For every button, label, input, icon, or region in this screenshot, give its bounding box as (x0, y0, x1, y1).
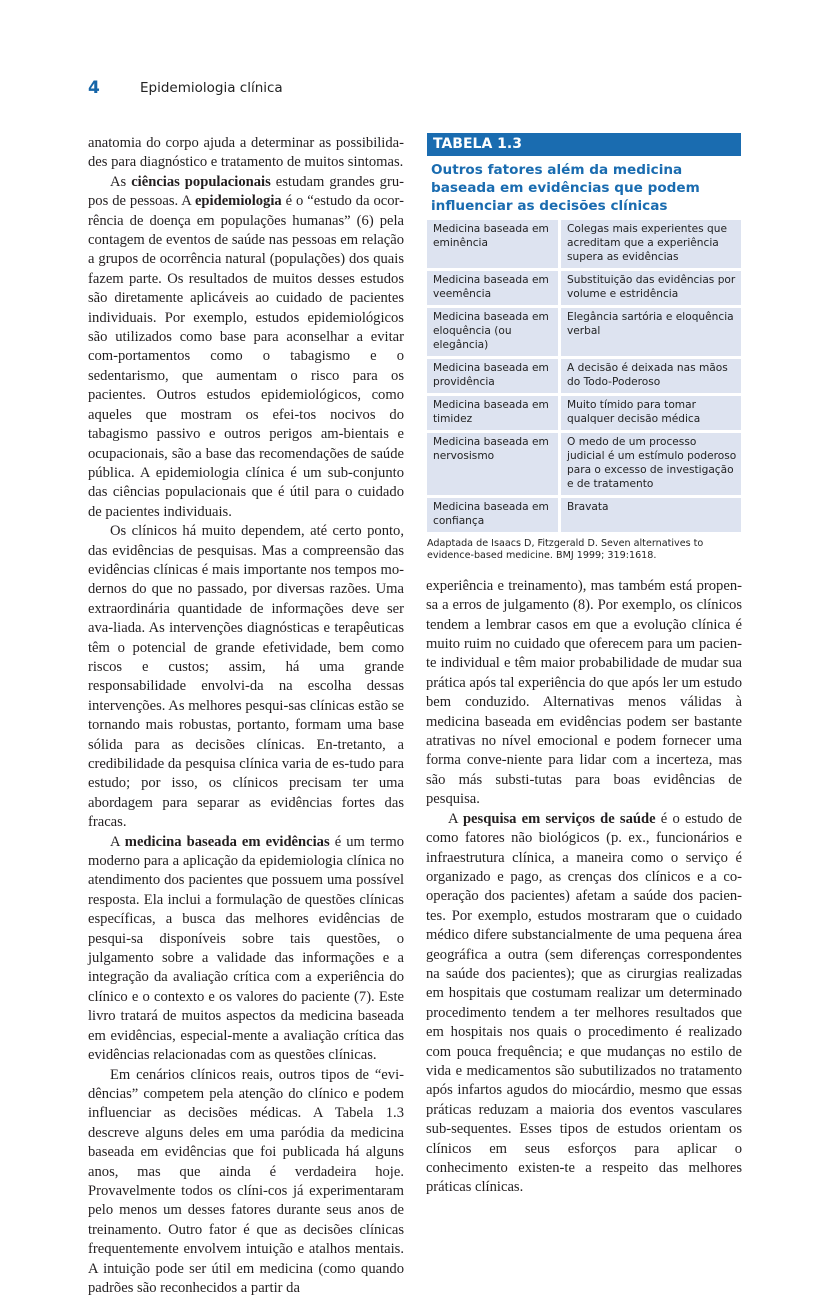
description-cell: Substituição das evidências por volume e estridência (561, 271, 741, 305)
factor-cell: Medicina baseada em providência (427, 359, 561, 393)
description-cell: O medo de um processo judicial é um estímulo poderoso para o excesso de investigação e de tratamento (561, 433, 741, 495)
left-column (88, 134, 404, 1298)
text-run: As (110, 174, 131, 190)
text-run: é o “estudo da ocor-rência de doença em populações humanas” (6) pela contagem de eventos de saúde nas pessoas em relação a grupos de ocorrência natural (populações) dos quais fazem parte. Os resultados de muitos desses estudos são diretamente aplicáveis ao cuidado de pacientes individuais. Por exemplo, estudos epidemiológicos são utilizados como base para aconselhar a evitar com-portamentos como o tabagismo e o sedentarismo, que aumentam o risco para os pacientes. Outros estudos epidemiológicos, como aqueles que mostram os efei-tos nocivos do tabagismo passivo e outros perigos am-bientais e ocupacionais, são a base das recomendações de saúde pública. A epidemiologia clínica é um sub-conjunto das ciências populacionais que é útil para o cuidado de pacientes individuais. (88, 193, 404, 520)
factor-cell: Medicina baseada em eminência (427, 220, 561, 268)
text-run: é o estudo de como fatores não biológicos (p. ex., funcionários e infraestrutura clínica, a maneira como o serviço é organizado e pago, as crenças dos clínicos e a co-operação dos pacientes) afetam a saúde dos pacien-tes. Por exemplo, estudos mostraram que o cuidado médico difere substancialmente de uma pequena área geográfica a outra (sem diferenças correspondentes na saúde dos pacientes); que as cirurgias realizadas em hospitais que costumam realizar um determinado procedimento tendem a ter melhores resultados que em hospitais nos quais o procedimento é realizado com pouca frequência; e que mudanças no estilo de vida e medicamentos são subutilizados no tratamento após infartos agudos do miocárdio, mesmo que essas práticas reduzam a maioria dos eventos vasculares sub-sequentes. Esses tipos de estudos orientam os clínicos em seus esforços para aplicar o conhecimento existen-te a respeito das melhores práticas clínicas. (426, 811, 742, 1196)
table-title: Outros fatores além da medicina baseada em evidências que podem influenciar as decisões clínicas (427, 156, 741, 220)
paragraph (88, 173, 404, 522)
description-cell: Bravata (561, 498, 741, 532)
paragraph (88, 833, 404, 1066)
table-row (427, 271, 741, 305)
paragraph: experiência e treinamento), mas também está propen-sa a erros de julgamento (8). Por exemplo, os clínicos tendem a lembrar casos em que a evolução clínica é muito ruim no cuidado que oferecem para um pacien-te individual e têm maior probabilidade de mudar sua prática após tal experiência do que após ler um estudo bem conduzido. Alternativas menos válidas à medicina baseada em evidências podem ser bastante atrativas no nível emocional e podem fornecer uma forma conve-niente para lidar com a incerteza, mas são más substi-tutas para boas evidências de pesquisa. (426, 577, 742, 810)
table-source-note: Adaptada de Isaacs D, Fitzgerald D. Seven alternatives to evidence-based medicine. BMJ 1999; 319:1618. (427, 538, 741, 563)
table-row (427, 359, 741, 393)
table-row (427, 396, 741, 430)
description-cell: Muito tímido para tomar qualquer decisão médica (561, 396, 741, 430)
text-run: é um termo moderno para a aplicação da epidemiologia clínica no atendimento dos pacientes que possuem uma possível resposta. Ela inclui a formulação de questões clínicas específicas, a busca das melhores evidências de pesqui-sa disponíveis sobre tais questões, o julgamento sobre a validade das informações e a integração da avaliação crítica com a experiência do clínico e o contexto e os valores do paciente (7). Este livro tratará de muitos aspectos da medicina baseada em evidências, especial-mente a avaliação crítica das evidências relacionadas com as questões clínicas. (88, 834, 404, 1063)
table-label: TABELA 1.3 (427, 133, 741, 156)
page-number: 4 (88, 78, 100, 98)
factor-cell: Medicina baseada em confiança (427, 498, 561, 532)
paragraph: Os clínicos há muito dependem, até certo ponto, das evidências de pesquisas. Mas a compreensão das evidências clínicas é mais importante nos tempos mo-dernos do que no passado, por diversas razões. Uma extraordinária quantidade de informações deve ser ava-liada. As intervenções diagnósticas e terapêuticas têm o potencial de grande efetividade, bem como riscos e custos; assim, há uma grande responsabilidade envolvi-da na escolha dessas intervenções. As melhores pesqui-sas clínicas estão se tornando mais robustas, portanto, formam uma base sólida para as decisões clínicas. En-tretanto, a credibilidade da pesquisa clínica varia de es-tudo para estudo; por isso, os clínicos precisam ter uma abordagem para separar as evidências fortes das fracas. (88, 522, 404, 833)
bold-term: pesquisa em serviços de saúde (463, 811, 656, 827)
table-row (427, 220, 741, 268)
right-column-wrapper (426, 133, 742, 1198)
chapter-title: Epidemiologia clínica (140, 80, 283, 96)
right-column (426, 577, 742, 1198)
description-cell: Elegância sartória e eloquência verbal (561, 308, 741, 356)
factor-cell: Medicina baseada em nervosismo (427, 433, 561, 495)
paragraph (426, 810, 742, 1198)
text-run: A (110, 834, 125, 850)
paragraph: Em cenários clínicos reais, outros tipos de “evi-dências” competem pela atenção do clínico e podem influenciar as decisões médicas. A Tabela 1.3 descreve alguns deles em uma paródia da medicina baseada em evidências que foi publicada há alguns anos, mas que ainda é verdadeira hoje. Provavelmente todos os clíni-cos já experimentaram pelo menos um desses fatores durante seus anos de treinamento. Outro fator é que as decisões clínicas frequentemente envolvem intuição e atalhos mentais. A intuição pode ser útil em medicina (como quando padrões são reconhecidos a partir da (88, 1066, 404, 1298)
bold-term: medicina baseada em evidências (125, 834, 330, 850)
factors-table (427, 217, 741, 535)
factor-cell: Medicina baseada em timidez (427, 396, 561, 430)
factors-table-body (427, 220, 741, 532)
description-cell: A decisão é deixada nas mãos do Todo-Poderoso (561, 359, 741, 393)
factor-cell: Medicina baseada em veemência (427, 271, 561, 305)
table-row (427, 433, 741, 495)
bold-term: ciências populacionais (131, 174, 271, 190)
paragraph: anatomia do corpo ajuda a determinar as possibilida-des para diagnóstico e tratamento de muitos sintomas. (88, 134, 404, 173)
table-1-3 (427, 133, 741, 563)
table-row (427, 498, 741, 532)
text-run: estudam grandes gru-pos de pessoas. A (88, 174, 404, 209)
running-head (88, 78, 408, 104)
bold-term: epidemiologia (195, 193, 282, 209)
text-run: A (448, 811, 463, 827)
factor-cell: Medicina baseada em eloquência (ou elegância) (427, 308, 561, 356)
table-row (427, 308, 741, 356)
description-cell: Colegas mais experientes que acreditam que a experiência supera as evidências (561, 220, 741, 268)
